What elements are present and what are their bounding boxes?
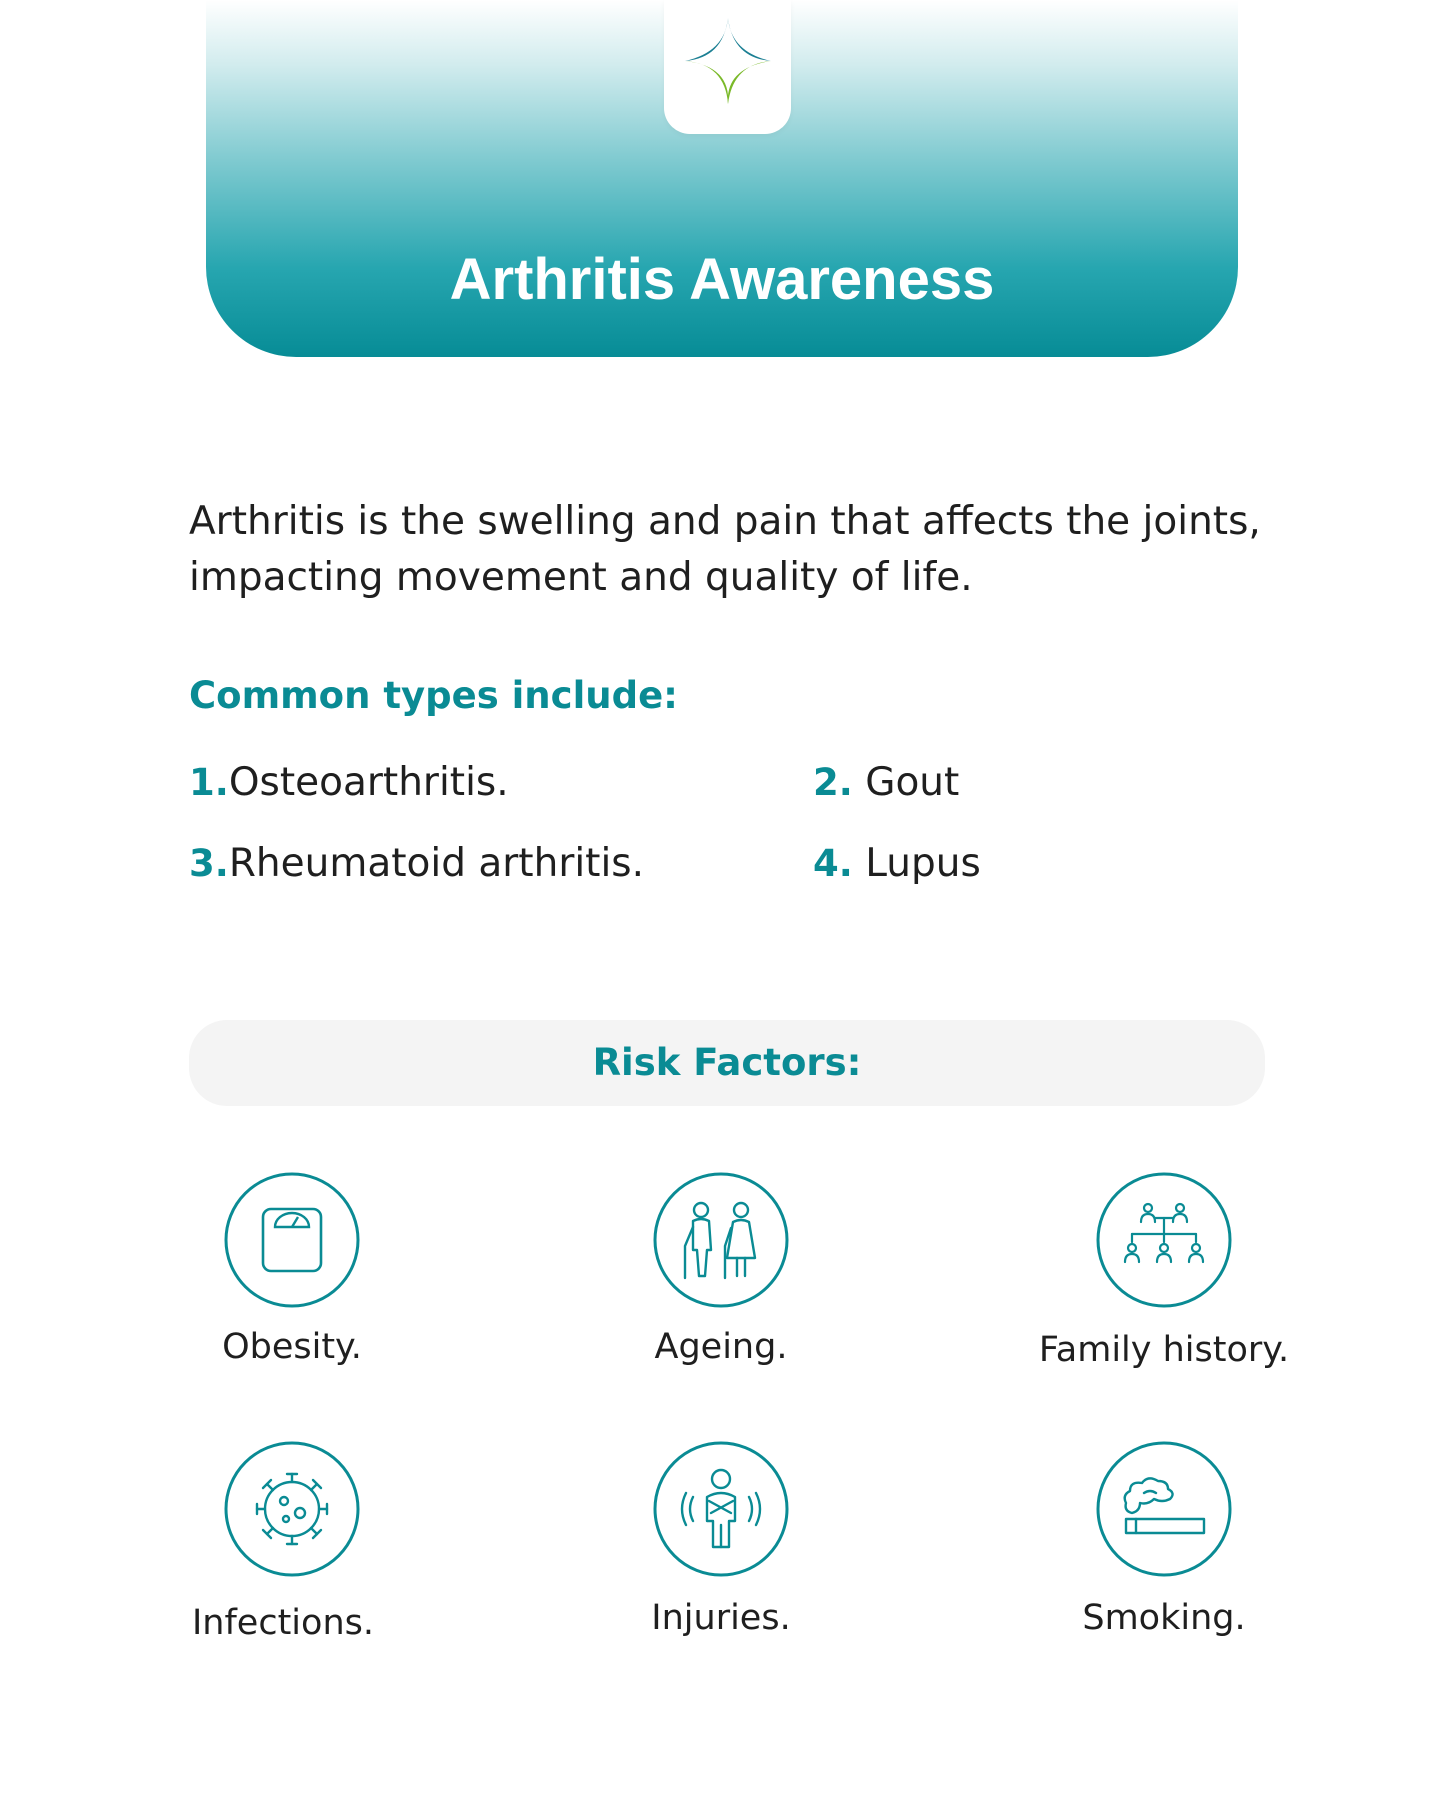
virus-icon [224,1441,360,1577]
logo [664,0,791,134]
factor-label-obesity: Obesity. [222,1327,362,1367]
factor-label-infections: Infections. [191,1603,374,1643]
type-number: 3. [189,842,229,885]
type-label: Gout [865,760,960,805]
type-number: 1. [189,761,229,804]
weighing-scale-icon [224,1172,360,1308]
page-title: Arthritis Awareness [449,247,995,312]
type-item [813,839,981,889]
factor-label-family-history: Family history. [1038,1330,1290,1370]
type-label: Osteoarthritis. [228,760,509,805]
cigarette-icon [1096,1441,1232,1577]
factor-label-injuries: Injuries. [651,1598,791,1638]
injured-person-icon [653,1441,789,1577]
factor-label-smoking: Smoking. [1082,1598,1246,1638]
logo-star-icon [681,14,775,108]
type-label: Rheumatoid arthritis. [228,841,645,886]
family-tree-icon [1096,1172,1232,1308]
type-number: 4. [813,842,853,885]
elderly-couple-icon [653,1172,789,1308]
type-label: Lupus [865,841,981,886]
type-item [189,839,644,889]
type-item [813,758,959,808]
types-heading: Common types include: [189,674,678,717]
type-number: 2. [813,761,853,804]
type-item [189,758,509,808]
factor-label-ageing: Ageing. [654,1327,788,1367]
risk-factors-heading: Risk Factors: [592,1041,862,1084]
intro-text: Arthritis is the swelling and pain that affects the joints, impacting movement and quality of life. [189,499,1261,600]
